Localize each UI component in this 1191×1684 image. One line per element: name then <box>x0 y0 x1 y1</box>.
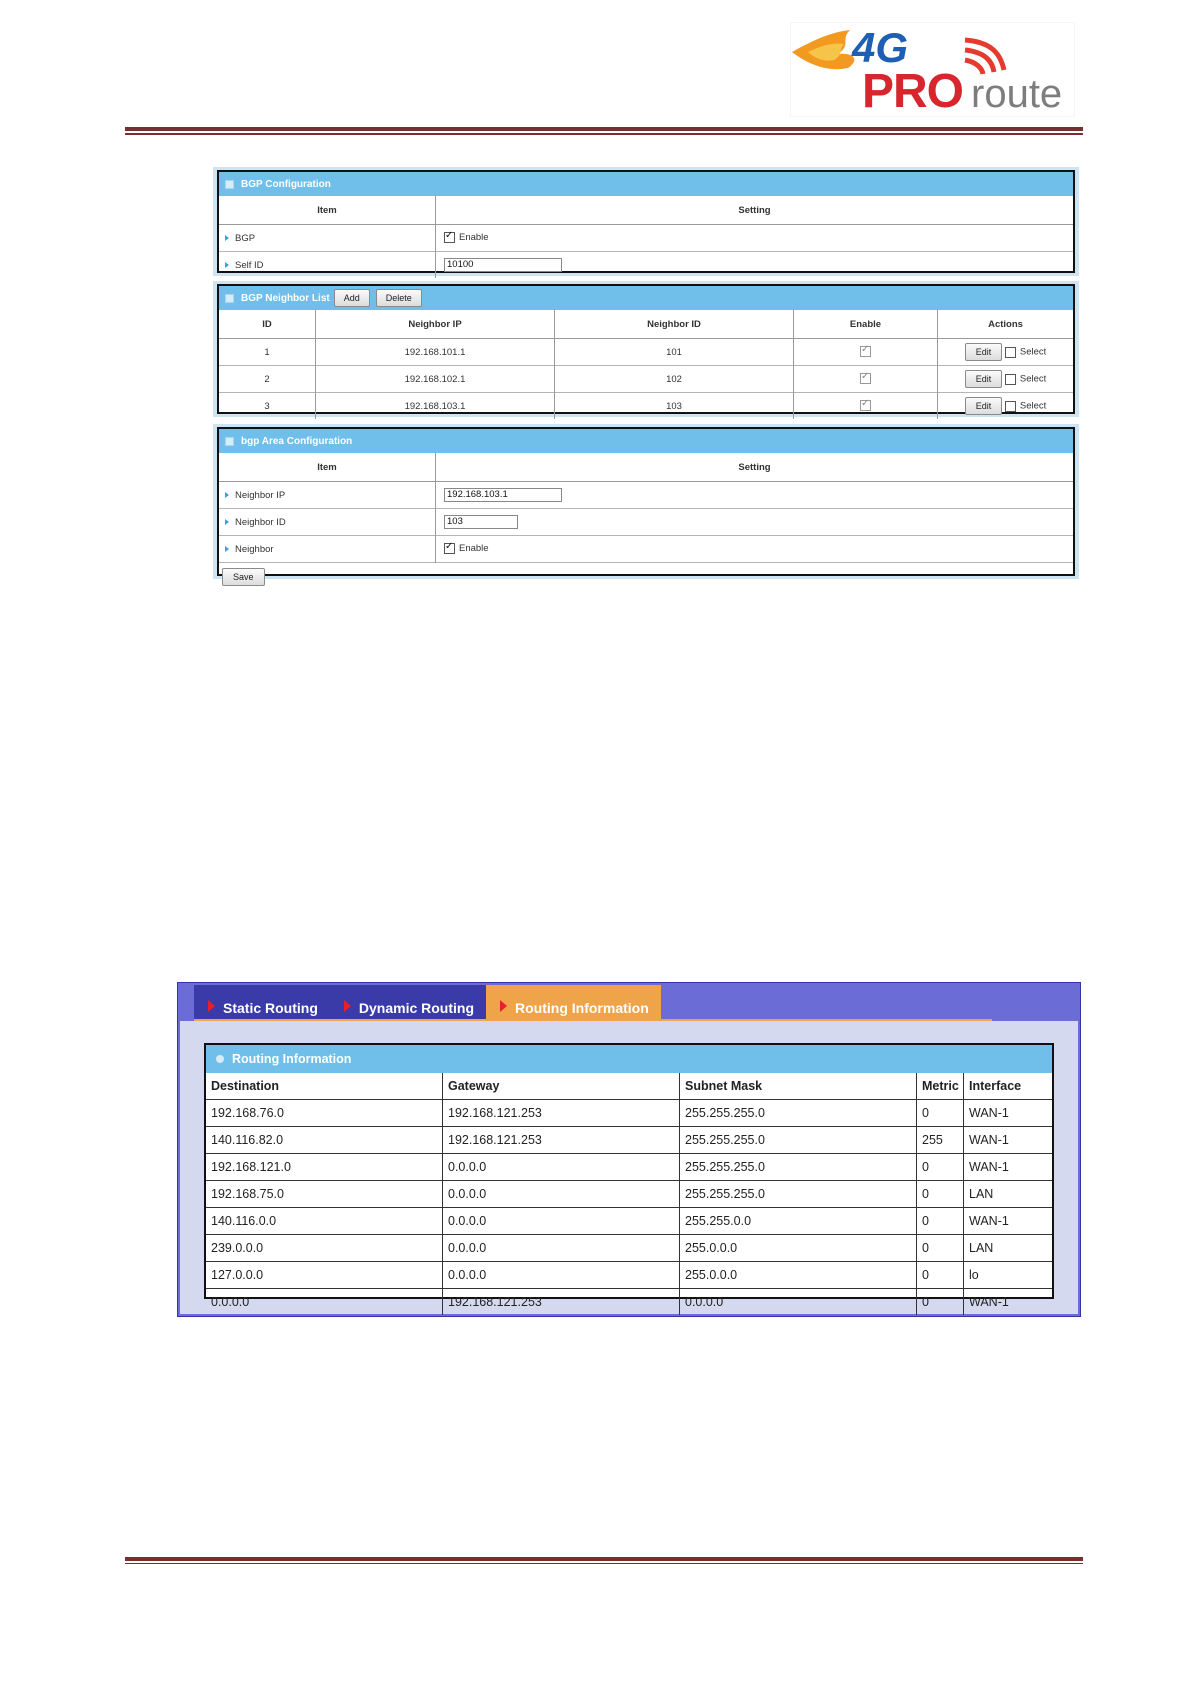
table-row <box>206 1208 1052 1235</box>
table-row <box>206 1235 1052 1262</box>
header-rule-thin <box>125 133 1083 135</box>
interface-cell: lo <box>964 1262 1053 1289</box>
gateway-cell: 0.0.0.0 <box>443 1235 680 1262</box>
collapse-icon[interactable] <box>225 294 234 303</box>
neighbor-nid-cell: 101 <box>555 339 794 366</box>
gateway-cell: 192.168.121.253 <box>443 1289 680 1316</box>
metric-cell: 0 <box>917 1235 964 1262</box>
col-subnet-mask: Subnet Mask <box>680 1073 917 1100</box>
area-config-header <box>219 429 1073 453</box>
destination-cell: 192.168.76.0 <box>206 1100 443 1127</box>
self-id-label: Self ID <box>235 259 264 271</box>
neighbor-id-row <box>219 509 1073 536</box>
mask-cell: 0.0.0.0 <box>680 1289 917 1316</box>
gateway-cell: 0.0.0.0 <box>443 1262 680 1289</box>
col-item: Item <box>219 196 436 225</box>
interface-cell: WAN-1 <box>964 1154 1053 1181</box>
interface-cell: WAN-1 <box>964 1208 1053 1235</box>
col-id: ID <box>219 310 316 339</box>
self-id-row <box>219 252 1073 279</box>
col-item: Item <box>219 453 436 482</box>
neighbor-id-input[interactable]: 103 <box>444 515 518 529</box>
routing-window <box>177 982 1081 1317</box>
bullet-icon <box>225 519 229 525</box>
neighbor-ip-cell: 192.168.103.1 <box>316 393 555 420</box>
routing-info-header <box>206 1045 1052 1073</box>
metric-cell: 255 <box>917 1127 964 1154</box>
neighbor-label: Neighbor <box>235 543 274 555</box>
neighbor-enable-checkbox <box>860 400 871 411</box>
neighbor-enable-row <box>219 536 1073 563</box>
interface-cell: WAN-1 <box>964 1100 1053 1127</box>
bgp-config-table <box>219 196 1073 278</box>
logo-route-text: route <box>971 72 1063 116</box>
mask-cell: 255.255.0.0 <box>680 1208 917 1235</box>
tab-dynamic-routing[interactable] <box>330 985 486 1019</box>
neighbor-enable-checkbox[interactable] <box>444 543 455 554</box>
logo-pro-text: PRO <box>862 65 964 118</box>
bullet-icon <box>225 262 229 268</box>
tab-routing-information-label: Routing Information <box>515 1000 649 1016</box>
bgp-label: BGP <box>235 232 256 244</box>
neighbor-list-header <box>219 286 1073 310</box>
neighbor-ip-cell: 192.168.102.1 <box>316 366 555 393</box>
table-row <box>206 1154 1052 1181</box>
neighbor-ip-input[interactable]: 192.168.103.1 <box>444 488 562 502</box>
col-interface: Interface <box>964 1073 1053 1100</box>
interface-cell: LAN <box>964 1235 1053 1262</box>
mask-cell: 255.255.255.0 <box>680 1100 917 1127</box>
col-actions: Actions <box>938 310 1074 339</box>
select-label: Select <box>1019 373 1047 385</box>
neighbor-id-cell: 1 <box>219 339 316 366</box>
bgp-config-panel <box>217 170 1075 273</box>
neighbor-enable-checkbox <box>860 346 871 357</box>
select-label: Select <box>1019 400 1047 412</box>
select-label: Select <box>1019 346 1047 358</box>
col-destination: Destination <box>206 1073 443 1100</box>
mask-cell: 255.255.255.0 <box>680 1127 917 1154</box>
neighbor-id-label: Neighbor ID <box>235 516 286 528</box>
gateway-cell: 0.0.0.0 <box>443 1154 680 1181</box>
col-neighbor-ip: Neighbor IP <box>316 310 555 339</box>
tab-static-routing-label: Static Routing <box>223 1000 318 1016</box>
table-row <box>206 1127 1052 1154</box>
neighbor-id-cell: 2 <box>219 366 316 393</box>
metric-cell: 0 <box>917 1289 964 1316</box>
gateway-cell: 0.0.0.0 <box>443 1208 680 1235</box>
bgp-config-header <box>219 172 1073 196</box>
neighbor-ip-label: Neighbor IP <box>235 489 286 501</box>
destination-cell: 127.0.0.0 <box>206 1262 443 1289</box>
mask-cell: 255.0.0.0 <box>680 1262 917 1289</box>
bullet-icon <box>225 546 229 552</box>
destination-cell: 140.116.0.0 <box>206 1208 443 1235</box>
edit-button[interactable]: Edit <box>965 370 1003 388</box>
mask-cell: 255.255.255.0 <box>680 1181 917 1208</box>
edit-button[interactable]: Edit <box>965 343 1003 361</box>
bullet-icon <box>225 492 229 498</box>
destination-cell: 239.0.0.0 <box>206 1235 443 1262</box>
metric-cell: 0 <box>917 1262 964 1289</box>
table-row <box>219 339 1073 366</box>
save-button[interactable]: Save <box>222 568 265 586</box>
mask-cell: 255.255.255.0 <box>680 1154 917 1181</box>
col-setting: Setting <box>436 196 1074 225</box>
arrow-icon <box>344 1000 351 1012</box>
neighbor-enable-label: Enable <box>459 543 489 555</box>
area-config-table <box>219 453 1073 591</box>
tab-dynamic-routing-label: Dynamic Routing <box>358 1000 475 1016</box>
destination-cell: 192.168.75.0 <box>206 1181 443 1208</box>
interface-cell: LAN <box>964 1181 1053 1208</box>
tab-static-routing[interactable] <box>194 985 330 1019</box>
gateway-cell: 192.168.121.253 <box>443 1127 680 1154</box>
select-checkbox[interactable] <box>1005 347 1016 358</box>
logo-4g-text: 4G <box>852 24 909 71</box>
table-row <box>206 1100 1052 1127</box>
col-neighbor-id: Neighbor ID <box>555 310 794 339</box>
tab-routing-information[interactable] <box>486 985 661 1019</box>
select-checkbox[interactable] <box>1005 374 1016 385</box>
routing-info-panel <box>204 1043 1054 1309</box>
area-config-panel <box>217 427 1075 582</box>
neighbor-ip-row <box>219 482 1073 509</box>
collapse-icon[interactable] <box>225 437 234 446</box>
bgp-row <box>219 225 1073 252</box>
arrow-icon <box>208 1000 215 1012</box>
table-row <box>219 366 1073 393</box>
footer-rule-thin <box>125 1563 1083 1564</box>
neighbor-nid-cell: 102 <box>555 366 794 393</box>
routing-tabs <box>194 985 661 1019</box>
metric-cell: 0 <box>917 1181 964 1208</box>
neighbor-list-panel <box>217 284 1075 414</box>
col-setting: Setting <box>436 453 1074 482</box>
destination-cell: 0.0.0.0 <box>206 1289 443 1316</box>
table-row <box>206 1181 1052 1208</box>
select-checkbox[interactable] <box>1005 401 1016 412</box>
area-config-title: bgp Area Configuration <box>241 435 353 447</box>
routing-info-title: Routing Information <box>232 1052 352 1066</box>
col-enable: Enable <box>794 310 938 339</box>
bgp-enable-checkbox[interactable] <box>444 232 455 243</box>
table-row <box>219 393 1073 420</box>
edit-button[interactable]: Edit <box>965 397 1003 415</box>
collapse-icon[interactable] <box>216 1055 224 1063</box>
neighbor-list-title: BGP Neighbor List <box>241 292 330 304</box>
footer-rule <box>125 1557 1083 1561</box>
table-row <box>206 1289 1052 1316</box>
metric-cell: 0 <box>917 1208 964 1235</box>
destination-cell: 192.168.121.0 <box>206 1154 443 1181</box>
col-metric: Metric <box>917 1073 964 1100</box>
collapse-icon[interactable] <box>225 180 234 189</box>
header-rule <box>125 127 1083 131</box>
neighbor-table <box>219 310 1073 419</box>
interface-cell: WAN-1 <box>969 1295 1009 1309</box>
gateway-cell: 192.168.121.253 <box>443 1100 680 1127</box>
neighbor-nid-cell: 103 <box>555 393 794 420</box>
routing-table <box>206 1073 1052 1315</box>
gateway-cell: 0.0.0.0 <box>443 1181 680 1208</box>
neighbor-enable-checkbox <box>860 373 871 384</box>
delete-button[interactable]: Delete <box>376 289 422 307</box>
col-gateway: Gateway <box>443 1073 680 1100</box>
brand-logo <box>790 22 1075 117</box>
bgp-config-title: BGP Configuration <box>241 178 331 190</box>
metric-cell: 0 <box>917 1100 964 1127</box>
arrow-icon <box>500 1000 507 1012</box>
add-button[interactable]: Add <box>334 289 370 307</box>
self-id-input[interactable]: 10100 <box>444 258 562 272</box>
interface-cell: WAN-1 <box>964 1127 1053 1154</box>
table-row <box>206 1262 1052 1289</box>
neighbor-ip-cell: 192.168.101.1 <box>316 339 555 366</box>
mask-cell: 255.0.0.0 <box>680 1235 917 1262</box>
bullet-icon <box>225 235 229 241</box>
bgp-enable-label: Enable <box>459 232 489 244</box>
metric-cell: 0 <box>917 1154 964 1181</box>
neighbor-id-cell: 3 <box>219 393 316 420</box>
destination-cell: 140.116.82.0 <box>206 1127 443 1154</box>
